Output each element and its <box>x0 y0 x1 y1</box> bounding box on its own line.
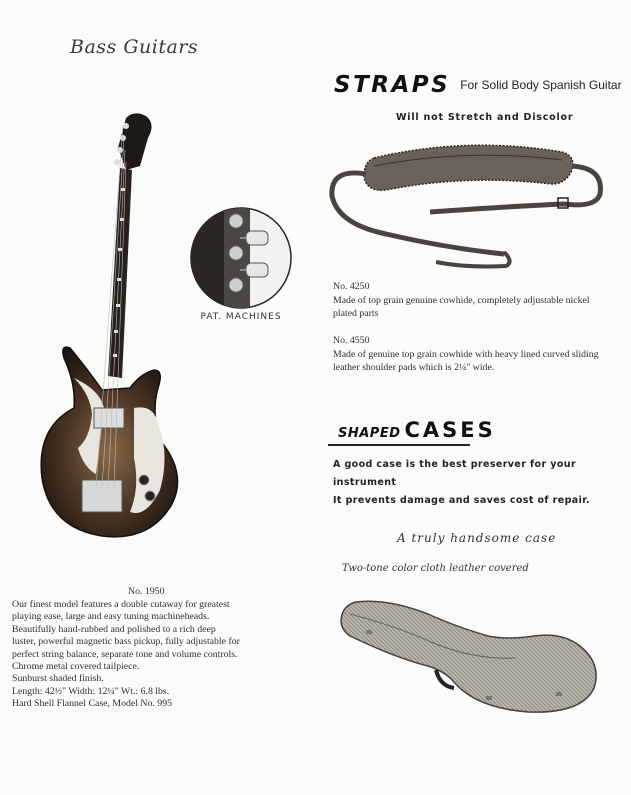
strap-item-4250 <box>333 280 613 321</box>
shaped-cases-heading <box>338 418 496 442</box>
model-line: Beautifully hand-rubbed and polished to a rich deep <box>12 623 216 635</box>
model-line: Chrome metal covered tailpiece. <box>12 661 140 673</box>
strap-item-description: Made of top grain genuine cowhide, completely adjustable nickel plated parts <box>333 294 590 319</box>
model-line: Our finest model features a double cutaway for greatest <box>12 599 230 610</box>
model-line: Length: 42½" Width: 12¼" Wt.: 6.8 lbs. <box>12 685 170 697</box>
model-line: perfect string balance, separate tone and volume controls. <box>12 648 238 660</box>
strap-item-4550 <box>333 334 623 375</box>
model-line: Sunburst shaded finish. <box>12 673 104 685</box>
cases-line-1: A good case is the best preserver for your instrument <box>333 459 577 488</box>
bass-guitars-heading: Bass Guitars <box>70 36 199 58</box>
handsome-case-caption: A truly handsome case <box>397 531 557 545</box>
two-tone-caption: Two-tone color cloth leather covered <box>342 563 529 574</box>
strap-item-number: No. 4250 <box>333 281 370 292</box>
machine-heads-closeup-image <box>188 205 294 311</box>
model-line: luster, powerful magnetic bass pickup, fully adjustable for <box>12 636 240 648</box>
bass-guitar-image <box>30 108 190 548</box>
model-line: Hard Shell Flannel Case, Model No. 995 <box>12 698 172 710</box>
model-description <box>12 599 302 711</box>
guitar-case-image <box>336 596 600 716</box>
straps-subtitle: For Solid Body Spanish Guitar <box>460 78 622 92</box>
strap-item-number: No. 4550 <box>333 335 370 346</box>
leather-strap-image <box>326 138 608 270</box>
cases-underline <box>328 444 470 446</box>
cases-title-big: CASES <box>404 418 496 442</box>
cases-description <box>333 456 623 510</box>
cases-line-2: It prevents damage and saves cost of repair. <box>333 495 590 506</box>
cases-title-small: SHAPED <box>338 426 401 441</box>
straps-heading <box>334 72 622 98</box>
model-line: playing ease, large and easy tuning machineheads. <box>12 611 210 623</box>
strap-item-description: Made of genuine top grain cowhide with heavy lined curved sliding leather shoulder pads which is 2¼" wide. <box>333 348 599 373</box>
machines-caption: PAT. MACHINES <box>200 312 282 322</box>
straps-title: STRAPS <box>334 72 451 98</box>
straps-tagline: Will not Stretch and Discolor <box>396 112 574 123</box>
model-number: No. 1950 <box>128 586 165 597</box>
